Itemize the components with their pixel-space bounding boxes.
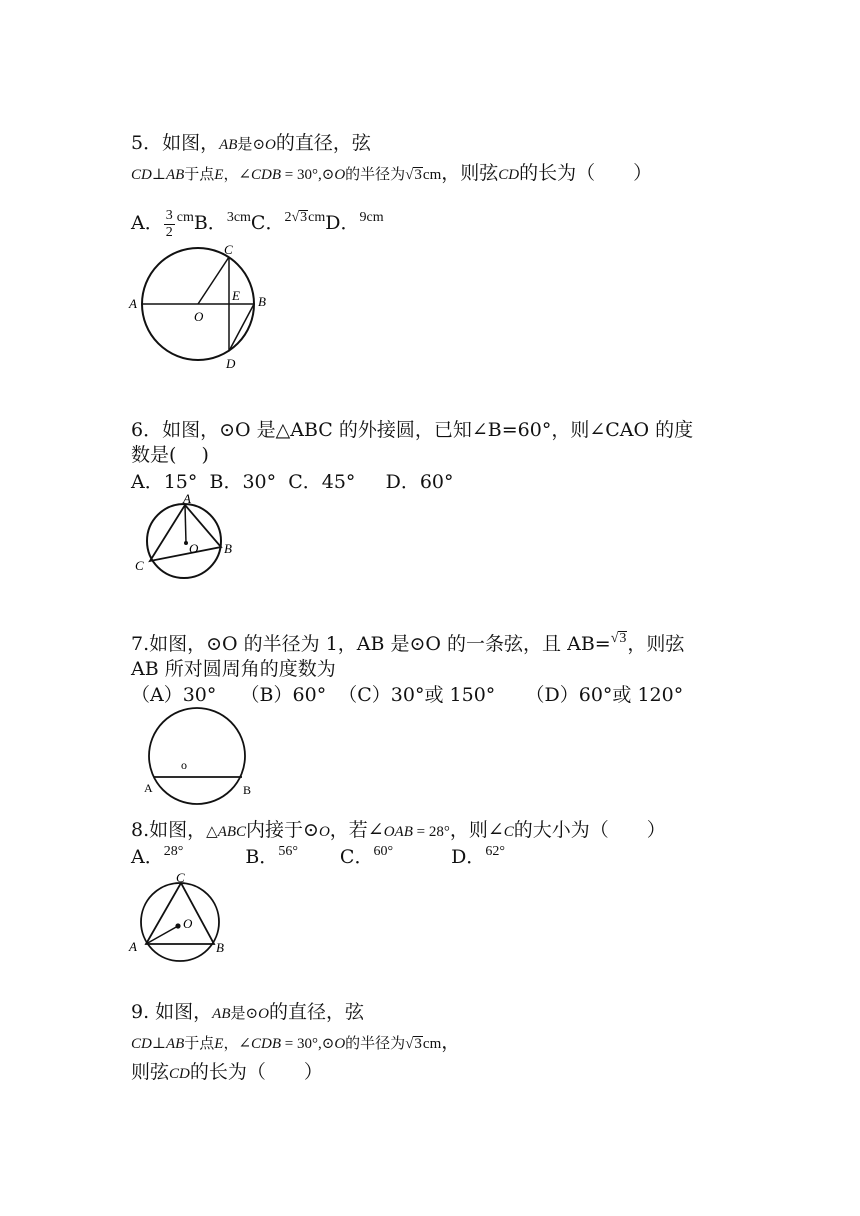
q5-figure [125, 242, 275, 372]
q8-circle [141, 883, 219, 961]
q5-label-b: B [258, 294, 266, 309]
q6-figure [132, 491, 242, 580]
q5-label-a: A [129, 296, 137, 311]
fraction-3-2: $\frac{3}{2}$ [165, 207, 173, 240]
q5-label-d: D [226, 356, 236, 371]
q8-label-a: A [129, 939, 137, 954]
q7-label-b: B [243, 783, 252, 797]
q6-line2: 数是( ) [131, 444, 209, 466]
q6-label-c: C [135, 558, 144, 573]
q5-segment-db [229, 304, 254, 351]
q5-segment-oc [198, 257, 229, 304]
q7-label-a: A [144, 781, 153, 795]
q7-label-o: o [181, 758, 187, 772]
q6-center-dot [184, 541, 188, 545]
q5-label-o: O [194, 309, 204, 324]
q6-label-a: A [183, 491, 191, 506]
q8-figure [126, 872, 236, 967]
q8-center-dot [175, 923, 180, 928]
q5-options: A． $\frac{3}{2}$ $^{cm}$B．$^{3cm}$C．$^{2√3cm}$D．$^{9cm}$ [131, 207, 384, 240]
q9-line2: CD⊥AB于点E，∠CDB = 30°,⊙O的半径为√3cm， [131, 1031, 461, 1053]
q8-label-b: B [216, 940, 224, 955]
q6-options: A．15° B．30° C．45° D．60° [131, 471, 454, 493]
q6-line1: 6．如图，⊙O 是△ABC 的外接圆，已知∠B=60°，则∠CAO 的度 [131, 419, 694, 441]
q7-line2: AB 所对圆周角的度数为 [131, 658, 336, 680]
q6-label-o: O [189, 541, 199, 556]
q5-line2: CD⊥AB于点E，∠CDB = 30°,⊙O的半径为√3cm，则弦CD的长为（ ） [131, 162, 653, 184]
q8-label-c: C [176, 870, 185, 885]
q5-label-c: C [224, 242, 233, 257]
q9-line1: 9. 如图，AB是⊙O的直径，弦 [131, 1001, 364, 1023]
q5-label-e: E [232, 288, 240, 303]
q6-label-b: B [224, 541, 232, 556]
q6-circle [147, 504, 221, 578]
q9-line3: 则弦CD的长为（ ） [131, 1061, 323, 1083]
q7-figure [140, 708, 260, 808]
q6-segment-ao [185, 505, 186, 543]
q5-line1: 5．如图，AB是⊙O的直径，弦 [131, 132, 371, 154]
q8-options: A．$^{28^\circ}$ B．$^{56^\circ}$ C．$^{60^\circ}$ D．$^{62^\circ}$ [131, 844, 505, 868]
q7-options: （A）30° （B）60° （C）30°或 150° （D）60°或 120° [131, 684, 684, 706]
q7-circle [149, 708, 245, 804]
q8-line1: 8.如图，△ABC内接于⊙O，若∠OAB = 28°，则∠C的大小为（ ） [131, 819, 666, 841]
q7-line1: 7.如图，⊙O 的半径为 1，AB 是⊙O 的一条弦，且 AB=$^{√3}$，则弦 [131, 631, 685, 655]
q8-label-o: O [183, 916, 193, 931]
